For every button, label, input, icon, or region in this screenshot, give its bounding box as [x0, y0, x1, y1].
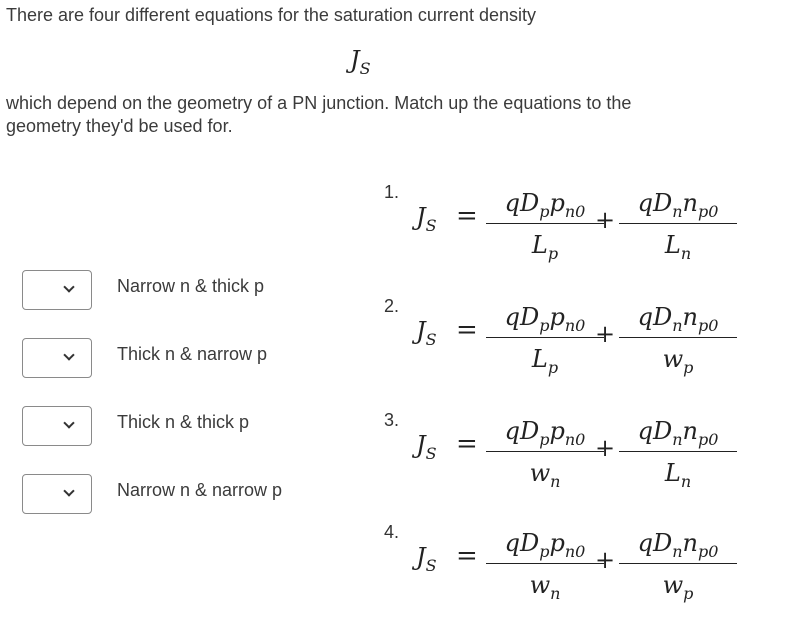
fraction-bar — [619, 223, 737, 224]
equation-2 — [416, 300, 736, 390]
electron-term: $qD_nn_{p0}$ $w_p$ — [619, 526, 737, 602]
equation-number-2: 2. — [384, 296, 400, 316]
fraction-bar — [486, 563, 604, 564]
fraction-bar — [486, 451, 604, 452]
question-intro: There are four different equations for the saturation current density — [6, 5, 536, 25]
equals-sign: = — [456, 201, 478, 231]
fraction-bar — [486, 223, 604, 224]
match-select-2[interactable] — [22, 338, 92, 378]
equation-lhs: $J_S$ — [416, 203, 437, 235]
chevron-down-icon — [63, 417, 74, 428]
match-label-3: Thick n & thick p — [117, 412, 250, 432]
match-label-1: Narrow n & thick p — [117, 276, 265, 296]
fraction-bar — [619, 337, 737, 338]
match-select-4[interactable] — [22, 474, 92, 514]
match-label-4: Narrow n & narrow p — [117, 480, 283, 500]
electron-term: $qD_nn_{p0}$ $L_n$ — [619, 186, 737, 262]
equation-lhs: $J_S$ — [416, 431, 437, 463]
equation-3 — [416, 414, 736, 504]
equation-number-4: 4. — [384, 522, 400, 542]
hole-term: $qD_pp_{n0}$ $w_n$ — [486, 414, 604, 490]
match-select-1[interactable] — [22, 270, 92, 310]
plus-sign: + — [595, 206, 616, 234]
hole-term: $qD_pp_{n0}$ $w_n$ — [486, 526, 604, 602]
equation-lhs: $J_S$ — [416, 317, 437, 349]
fraction-bar — [619, 563, 737, 564]
equals-sign: = — [456, 429, 478, 459]
electron-term: $qD_nn_{p0}$ $w_p$ — [619, 300, 737, 376]
equals-sign: = — [456, 541, 478, 571]
equation-number-1: 1. — [384, 182, 400, 202]
equation-4 — [416, 526, 736, 616]
equation-1 — [416, 186, 736, 276]
plus-sign: + — [595, 546, 616, 574]
chevron-down-icon — [63, 485, 74, 496]
equals-sign: = — [456, 315, 478, 345]
equation-lhs: $J_S$ — [416, 543, 437, 575]
question-instructions: which depend on the geometry of a PN junction. Match up the equations to the geometry they'd be used for. — [6, 93, 632, 136]
hole-term: $qD_pp_{n0}$ $L_p$ — [486, 300, 604, 376]
chevron-down-icon — [63, 281, 74, 292]
plus-sign: + — [595, 434, 616, 462]
fraction-bar — [486, 337, 604, 338]
match-label-2: Thick n & narrow p — [117, 344, 268, 364]
electron-term: $qD_nn_{p0}$ $L_n$ — [619, 414, 737, 490]
plus-sign: + — [595, 320, 616, 348]
chevron-down-icon — [63, 349, 74, 360]
match-select-3[interactable] — [22, 406, 92, 446]
saturation-current-symbol: $J_S$ — [350, 46, 371, 78]
fraction-bar — [619, 451, 737, 452]
equation-number-3: 3. — [384, 410, 400, 430]
hole-term: $qD_pp_{n0}$ $L_p$ — [486, 186, 604, 262]
